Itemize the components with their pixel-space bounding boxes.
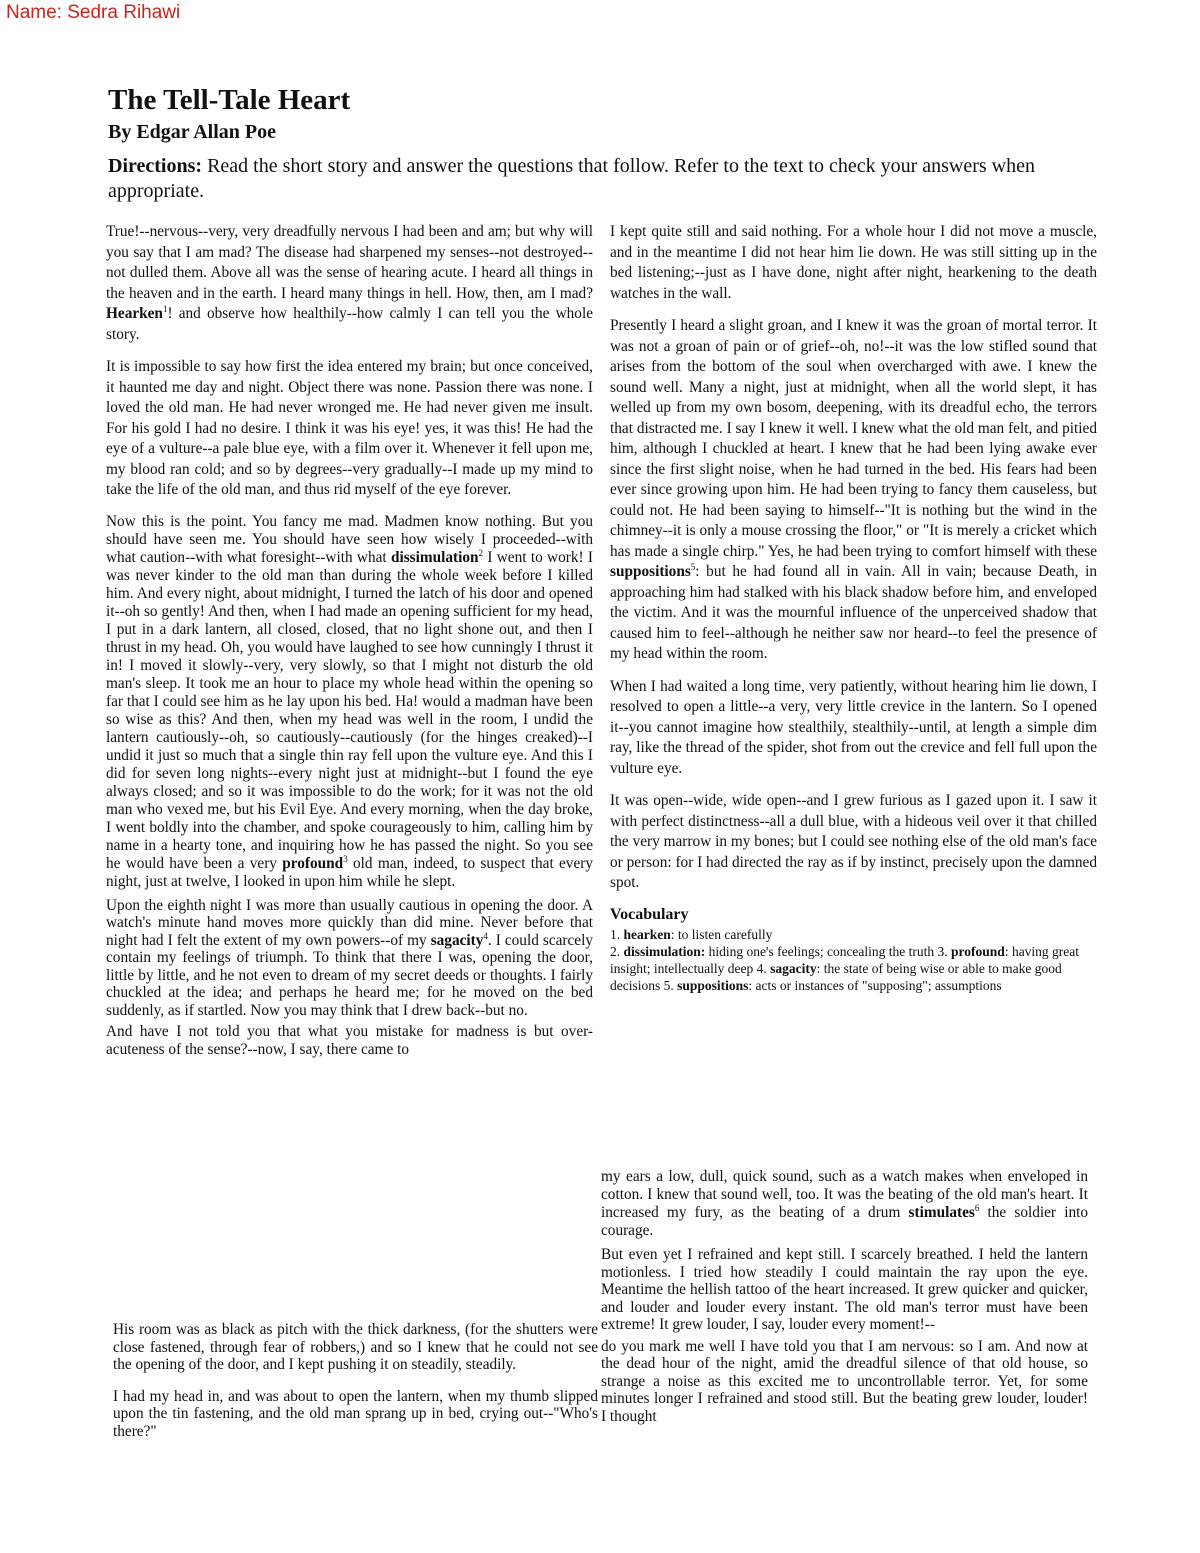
paragraph: I kept quite still and said nothing. For a whole hour I did not move a muscle, and in the meantime I did not hear him lie down. He was still sitting up in the bed listening;--just as I have done, night after night, hearkening to the death watches in the wall. [610, 223, 1097, 302]
story-author: By Edgar Allan Poe [108, 121, 276, 143]
footnote-marker: 4 [483, 930, 488, 941]
left-column [106, 222, 593, 1062]
vocab-term: suppositions [610, 563, 691, 580]
paragraph: It is impossible to say how first the idea entered my brain; but once conceived, it haunted me day and night. Object there was none. Passion there was none. I loved the old man. He had never wronged me. He had never given me insult. For his gold I had no desire. I think it was his eye! yes, it was this! He had the eye of a vulture--a pale blue eye, with a film over it. Whenever it fell upon me, my blood ran cold; and so by degrees--very gradually--I made up my mind to take the life of the old man, and thus rid myself of the eye forever. [106, 358, 593, 498]
vocab-entry: 2. dissimulation: hiding one's feelings; concealing the truth 3. profound: having great insight; intellectually deep 4. sagacity: the state of being wise or able to make good decisions 5. suppositions: acts or instances of "supposing"; assumptions [610, 943, 1080, 993]
paragraph: It was open--wide, wide open--and I grew furious as I gazed upon it. I saw it with perfect distinctness--all a dull blue, with a hideous veil over it that chilled the very marrow in my bones; but I could see nothing else of the old man's face or person: for I had directed the ray as if by instinct, precisely upon the damned spot. [610, 792, 1097, 891]
paragraph: Now this is the point. You fancy me mad. Madmen know nothing. But you should have seen me. You should have seen how wisely I proceeded--with what caution--with what foresight--with what dissimulation$^2$ I went to work! I was never kinder to the old man than during the whole week before I killed him. And every night, about midnight, I turned the latch of his door and opened it--oh so gently! And then, when I had made an opening sufficient for my head, I put in a dark lantern, all closed, closed, that no light shone out, and then I thrust in my head. Oh, you would have laughed to see how cunningly I thrust it in! I moved it slowly--very, very slowly, so that I might not disturb the old man's sleep. It took me an hour to place my whole head within the opening so far that I could see him as he lay upon his bed. Ha! would a madman have been so wise as this? And then, when my head was well in the room, I undid the lantern cautiously--oh, so cautiously--cautiously (for the hinges creaked)--I undid it just so much that a single thin ray fell upon the vulture eye. And this I did for seven long nights--every night just at midnight--but I found the eye always closed; and so it was impossible to do the work; for it was not the old man who vexed me, but his Evil Eye. And every morning, when the day broke, I went boldly into the chamber, and spoke courageously to him, calling him by name in a hearty tone, and inquiring how he has passed the night. So you see he would have been a very profound$^3$ old man, indeed, to suspect that every night, just at twelve, I looked in upon him while he slept. [106, 512, 593, 890]
paragraph: But even yet I refrained and kept still. I scarcely breathed. I held the lantern motionless. I tried how steadily I could maintain the ray upon the eye. Meantime the hellish tattoo of the heart increased. It grew quicker and quicker, and louder and louder every instant. The old man's terror must have been extreme! It grew louder, I say, louder every moment!-- [601, 1246, 1088, 1333]
paragraph: When I had waited a long time, very patiently, without hearing him lie down, I resolved to open a little--a very, very little crevice in the lantern. So I opened it--you cannot imagine how stealthily, stealthily--until, at length a simple dim ray, like the thread of the spider, shot from out the crevice and fell full upon the vulture eye. [610, 677, 1097, 777]
paragraph: I had my head in, and was about to open the lantern, when my thumb slipped upon the tin fastening, and the old man sprang up in bed, crying out--"Who's there?" [113, 1387, 598, 1440]
paragraph: do you mark me well I have told you that I am nervous: so I am. And now at the dead hour of the night, amid the dreadful silence of that old house, so strange a noise as this excited me to uncontrollable terror. Yet, for some minutes longer I refrained and stood still. But the beating grew louder, louder! I thought [601, 1337, 1088, 1425]
paragraph: Upon the eighth night I was more than usually cautious in opening the door. A watch's minute hand moves more quickly than did mine. Never before that night had I felt the extent of my own powers--of my sagacity$^4$. I could scarcely contain my feelings of triumph. To think that there I was, opening the door, little by little, and he not even to dream of my secret deeds or thoughts. I fairly chuckled at the idea; and perhaps he heard me; for he moved on the bed suddenly, as if startled. Now you may think that I drew back--but no. [106, 896, 593, 1019]
vocab-entry: 1. hearken: to listen carefully [610, 926, 773, 942]
left-column-lower [113, 1321, 598, 1444]
vocab-term: stimulates [908, 1204, 975, 1221]
paragraph: And have I not told you that what you mistake for madness is but over-acuteness of the sense?--now, I say, there came to [106, 1023, 593, 1058]
vocabulary-heading: Vocabulary [610, 905, 689, 923]
paragraph: Presently I heard a slight groan, and I knew it was the groan of mortal terror. It was not a groan of pain or of grief--oh, no!--it was the low stifled sound that arises from the bottom of the soul when overcharged with awe. I knew the sound well. Many a night, just at midnight, when all the world slept, it has welled up from my own bosom, deepening, with its dreadful echo, the terrors that distracted me. I say I knew it well. I knew what the old man felt, and pitied him, although I chuckled at heart. I knew that he had been lying awake ever since the first slight noise, when he had turned in the bed. His fears had been ever since growing upon him. He had been trying to fancy them causeless, but could not. He had been saying to himself--"It is nothing but the wind in the chimney--it is only a mouse crossing the floor," or "It is merely a cricket which has made a single chirp." Yes, he had been trying to comfort himself with these suppositions$^5$: but he had found all in vain. All in vain; because Death, in approaching him had stalked with his black shadow before him, and enveloped the victim. And it was the mournful influence of the unperceived shadow that caused him to feel--although he neither saw nor heard--to feel the presence of my head within the room. [610, 317, 1097, 662]
vocab-term: sagacity [430, 931, 484, 949]
footnote-marker: 6 [974, 1202, 980, 1213]
paragraph: my ears a low, dull, quick sound, such as a watch makes when enveloped in cotton. I knew that sound well, too. It was the beating of the old man's heart. It increased my fury, as the beating of a drum stimulates$^6$ the soldier into courage. [601, 1168, 1088, 1239]
vocab-term: Hearken [106, 305, 163, 322]
paragraph: True!--nervous--very, very dreadfully nervous I had been and am; but why will you say that I am mad? The disease had sharpened my senses--not destroyed--not dulled them. Above all was the sense of hearing acute. I heard all things in the heaven and in the earth. I heard many things in hell. How, then, am I mad? Hearken$^1$! and observe how healthily--how calmly I can tell you the whole story. [106, 223, 593, 343]
footnote-marker: 2 [478, 547, 484, 558]
footnote-marker: 5 [690, 561, 696, 572]
directions [108, 154, 1083, 204]
vocab-term: profound [282, 854, 344, 872]
directions-label: Directions: [108, 155, 203, 177]
story-title: The Tell-Tale Heart [108, 84, 351, 116]
footnote-marker: 3 [343, 853, 348, 864]
student-name: Name: Sedra Rihawi [6, 2, 181, 23]
vocabulary-box [610, 906, 1097, 994]
right-column [610, 222, 1097, 994]
footnote-marker: 1 [162, 303, 168, 314]
paragraph: His room was as black as pitch with the thick darkness, (for the shutters were close fastened, through fear of robbers,) and so I knew that he could not see the opening of the door, and I kept pushing it on steadily, steadily. [113, 1321, 598, 1373]
directions-text: Read the short story and answer the questions that follow. Refer to the text to check your answers when appropriate. [108, 155, 1035, 202]
vocab-term: dissimulation [390, 548, 479, 566]
right-column-lower [601, 1168, 1088, 1429]
